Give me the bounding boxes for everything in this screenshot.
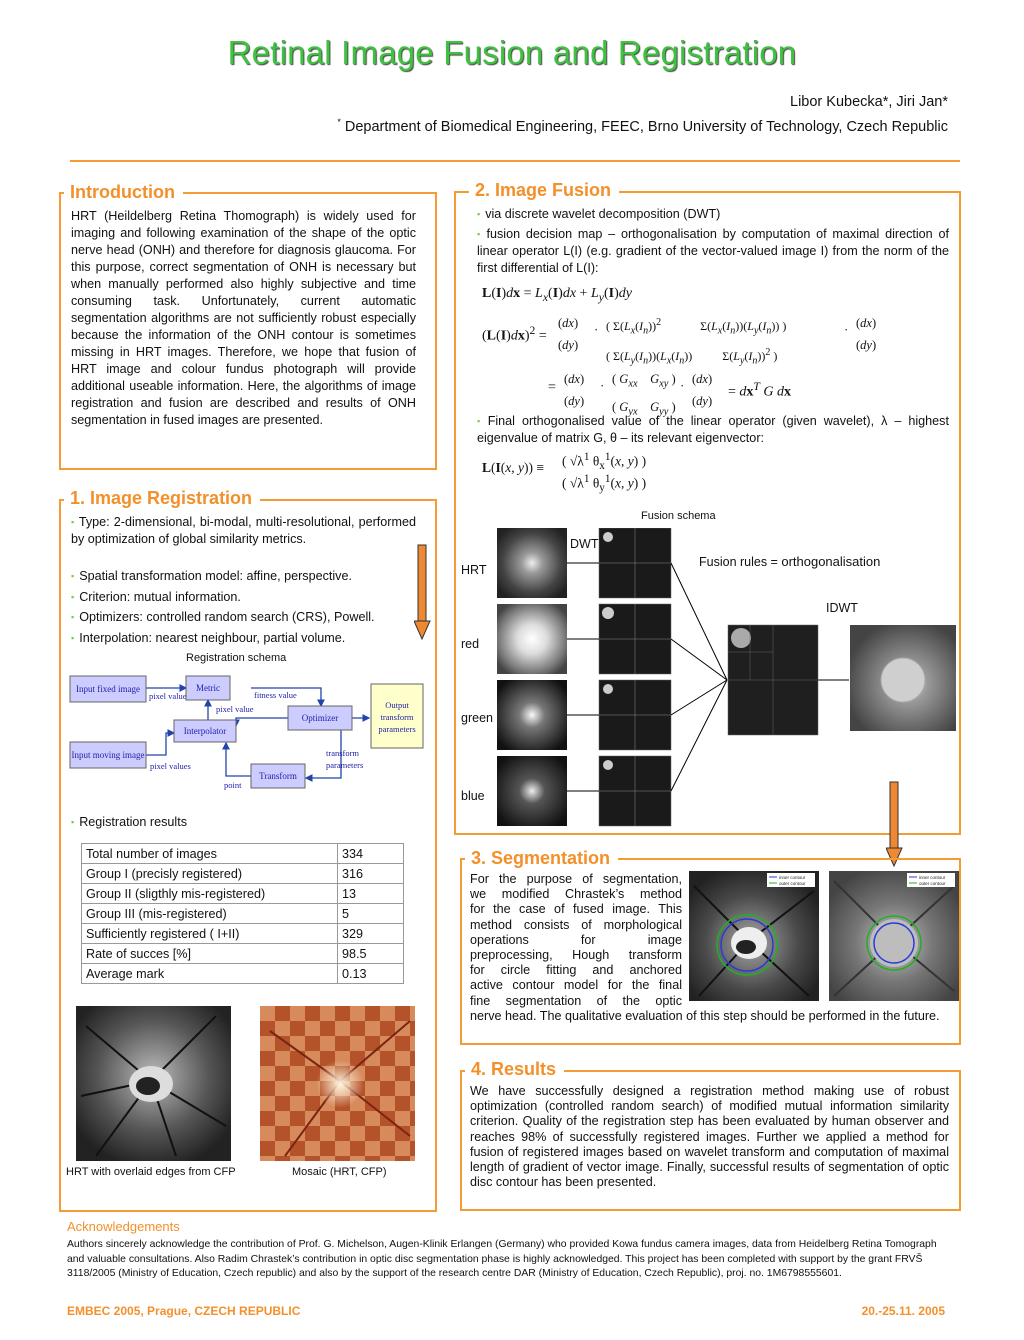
schema-fitness-value: fitness value: [254, 690, 297, 700]
schema-optimizer: Optimizer: [301, 713, 339, 723]
authors: Libor Kubecka*, Jiri Jan*: [790, 94, 948, 110]
fusion-heading: 2. Image Fusion: [469, 179, 619, 201]
result-value-cell: 98.5: [338, 944, 404, 964]
svg-text:parameters: parameters: [378, 724, 416, 734]
table-row: [82, 924, 404, 944]
result-label-cell: Rate of succes [%]: [82, 944, 338, 964]
seg2-legend-inner: inner contour: [919, 875, 946, 880]
table-row: [82, 944, 404, 964]
svg-text:parameters: parameters: [326, 760, 364, 770]
registration-results-label: ▪ Registration results: [71, 814, 187, 831]
registration-bullet-5: ▪ Interpolation: nearest neighbour, partial volume.: [71, 630, 345, 647]
registration-bullet-1: ▪ Type: 2-dimensional, bi-modal, multi-resolutional, performed by optimization of global similarity metrics.: [71, 515, 416, 546]
footer-right: 20.-25.11. 2005: [861, 1304, 945, 1318]
result-label-cell: Total number of images: [82, 844, 338, 864]
registration-bullet-2: ▪ Spatial transformation model: affine, perspective.: [71, 568, 352, 585]
segmentation-text-bottom: nerve head. The qualitative evaluation of this step should be performed in the future.: [470, 1009, 940, 1023]
dwt-label: DWT: [570, 537, 599, 551]
table-row: [82, 864, 404, 884]
mosaic-image: [260, 1006, 415, 1161]
result-label-cell: Group II (sligthly mis-registered): [82, 884, 338, 904]
registration-bullet-4: ▪ Optimizers: controlled random search (CRS), Powell.: [71, 609, 375, 626]
affiliation-text: Department of Biomedical Engineering, FEEC, Brno University of Technology, Czech Republic: [344, 118, 948, 135]
results-text: We have successfully designed a registration method making use of robust optimization (controlled random search) of modified mutual information similarity criterion. Quality of the registration step has been evaluated by human observer and reaches 98% of successfully registered images. Further we applied a method for fusion of registered images based on wavelet transform and computation of maximal length of gradient of vector image. Finally, successful results of segmentation of optic disc contour has been presented.: [470, 1084, 949, 1190]
schema-pixel-values: pixel values: [150, 761, 191, 771]
result-label-cell: Sufficiently registered ( I+II): [82, 924, 338, 944]
result-value-cell: 316: [338, 864, 404, 884]
affiliation-mark: *: [337, 117, 341, 127]
header-divider: [70, 160, 960, 162]
fusion-bullet-1: ▪ via discrete wavelet decomposition (DWT): [477, 206, 720, 223]
registration-heading: 1. Image Registration: [64, 487, 260, 509]
intro-text: HRT (Heildelberg Retina Thomograph) is widely used for imaging and following examination of the shape of the optic nerve head (ONH) and therefore for diagnosis glaucoma. For this purpose, correct segmentation of ONH is necessary but when manually performed also highly subjective and time consuming task. Unfortunately, current automatic segmentation algorithms are not sufficiently robust especially because the information of the ONH contour is sometimes missing in HRT images. Therefore, we hope that fusion of HRT image and colour fundus photograph will provide additional useable information. Here, the algorithms of image registration and fusion are described and results of ONH segmentation in fused images are presented.: [71, 209, 416, 427]
svg-text:Output: Output: [385, 700, 409, 710]
schema-fixed-image: Input fixed image: [76, 684, 140, 694]
channel-red-label: red: [461, 637, 480, 651]
svg-text:transform: transform: [326, 748, 360, 758]
registration-bullet-3: ▪ Criterion: mutual information.: [71, 589, 241, 606]
table-row: [82, 844, 404, 864]
result-label-cell: Average mark: [82, 964, 338, 984]
fusion-rules: Fusion rules = orthogonalisation: [699, 554, 881, 569]
seg2-legend-outer: outer contour: [919, 881, 946, 886]
fusion-schema-caption: Fusion schema: [641, 510, 716, 522]
result-value-cell: 5: [338, 904, 404, 924]
fusion-bullet-2: ▪ fusion decision map – orthogonalisation by computation of maximal direction of linear operator L(I) (e.g. gradient of the vector-valued image I) from the norm of the first differential of L(I):: [477, 227, 949, 275]
schema-pixel-value-1: pixel value: [149, 691, 187, 701]
segmentation-image-2: [829, 871, 959, 1001]
down-arrow-fusion-icon: [886, 780, 904, 868]
result-value-cell: 0.13: [338, 964, 404, 984]
segmentation-heading: 3. Segmentation: [465, 847, 618, 869]
idwt-label: IDWT: [826, 601, 858, 615]
intro-heading: Introduction: [64, 181, 183, 203]
seg1-legend-inner: inner contour: [779, 875, 806, 880]
seg1-legend-outer: outer contour: [779, 881, 806, 886]
segmentation-text-left: For the purpose of segmentation, we modified Chrastek’s method for the case of fused image. This method consists of morphological operations for image preprocessing, Hough transform for circle fitting and anchored active contour model for the final fine segmentation of the optic: [470, 872, 682, 1008]
down-arrow-icon: [414, 543, 432, 641]
registration-schema-caption: Registration schema: [186, 652, 287, 664]
result-value-cell: 329: [338, 924, 404, 944]
results-heading: 4. Results: [465, 1058, 564, 1080]
channel-hrt-label: HRT: [461, 563, 487, 577]
result-value-cell: 334: [338, 844, 404, 864]
table-row: [82, 904, 404, 924]
schema-interpolator: Interpolator: [183, 726, 227, 736]
schema-point: point: [224, 780, 242, 790]
footer-left: EMBEC 2005, Prague, CZECH REPUBLIC: [67, 1304, 301, 1318]
fusion-bullet-3: ▪ Final orthogonalised value of the linear operator (given wavelet), λ – highest eigenvalue of matrix G, θ – its relevant eigenvector:: [477, 414, 949, 445]
registration-schema: [66, 668, 430, 798]
fusion-equations: $L(I)dx = L_x(I)dx + L_y(I)dy$ $(L(I)dx)^2$ = (dx) (dy) · ( $\Sigma(L_x(I_n))^2$ $\Sigma(L_x(I_n))(L_y(I_n))$ ) ( $\Sigma(L_y(I_n))(L_x(I_n))$ $\Sigma(L_y(I_n))^2$ ) · (dx) (dy) = (dx) (dy) · ( $G_{xx}$ $G_{xy}$ ) ( $G_{yx}$ $G_{yy}$ ) · (dx) (dy) = $dx^T$ G dx: [482, 286, 877, 417]
mosaic-caption: Mosaic (HRT, CFP): [292, 1166, 387, 1178]
schema-transform: Transform: [259, 771, 297, 781]
hrt-edges-image: [76, 1006, 231, 1161]
hrt-edges-caption: HRT with overlaid edges from CFP: [66, 1166, 236, 1178]
schema-moving-image: Input moving image: [71, 750, 145, 760]
table-row: [82, 884, 404, 904]
segmentation-image-1: [689, 871, 819, 1001]
result-label-cell: Group I (precisly registered): [82, 864, 338, 884]
channel-blue-label: blue: [461, 789, 485, 803]
schema-metric: Metric: [196, 683, 220, 693]
svg-text:transform: transform: [380, 712, 414, 722]
table-row: [82, 964, 404, 984]
channel-green-label: green: [461, 711, 493, 725]
registration-results-table: [81, 843, 404, 984]
poster-title: Retinal Image Fusion and Registration: [227, 34, 797, 71]
affiliation: [337, 117, 948, 135]
ack-text: Authors sincerely acknowledge the contribution of Prof. G. Michelson, Augen-Klinik Erlangen (Germany) who provided Kowa fundus camera images, data from Heidelberg Retina Tomograph and valuable consultations. Also Radim Chrastek’s contribution in optic disc segmentation phase is highly acknowledged. This project has been completed with support by the grant FRVŠ 3118/2005 (Ministry of Education, Czech republic) and also by the support of the research centre DAR (Ministry of Education, Czech Republic), proj. no. 1M6798555601.: [67, 1239, 937, 1280]
result-label-cell: Group III (mis-registered): [82, 904, 338, 924]
ack-heading: Acknowledgements: [67, 1219, 180, 1234]
result-value-cell: 13: [338, 884, 404, 904]
schema-pixel-value-2: pixel value: [216, 704, 254, 714]
